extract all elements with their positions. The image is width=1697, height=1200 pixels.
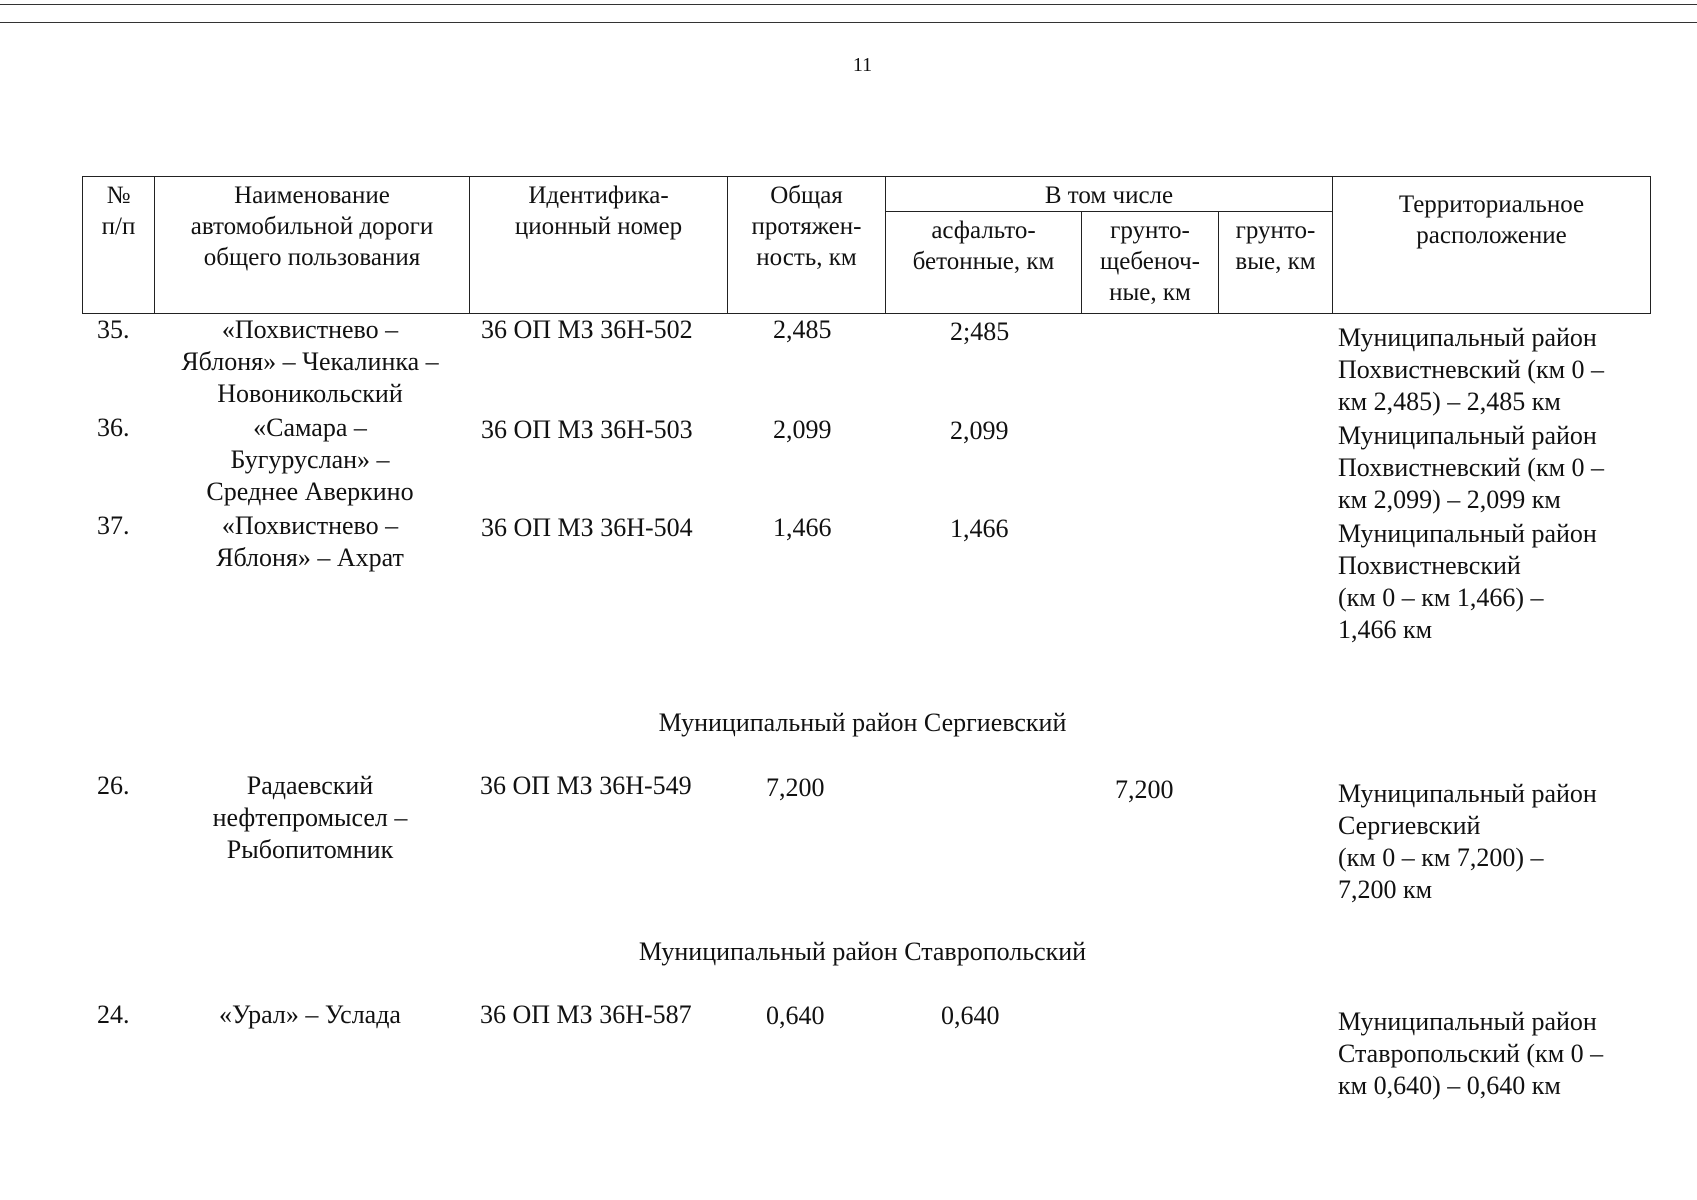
row-road-name: «Самара – Бугуруслан» – Среднее Аверкино — [206, 413, 414, 506]
row-territory: Муниципальный район Ставропольский (км 0 – км 0,640) – 0,640 км — [1338, 1007, 1604, 1100]
row-road-name: Радаевский нефтепромысел – Рыбопитомник — [212, 771, 408, 864]
header-territory: Территориальное расположение — [1333, 177, 1651, 314]
row-total: 0,640 — [766, 1001, 825, 1030]
row-territory: Муниципальный район Похвистневский (км 0 – км 1,466) – 1,466 км — [1338, 519, 1597, 644]
row-territory: Муниципальный район Похвистневский (км 0 – км 2,099) – 2,099 км — [1338, 421, 1605, 514]
top-rule — [0, 4, 1697, 5]
row-num: 24. — [97, 1000, 130, 1029]
header-asphalt: асфальто- бетонные, км — [886, 212, 1082, 314]
row-total: 2,485 — [773, 315, 832, 344]
row-num: 26. — [97, 771, 130, 800]
header-gravel: грунто- щебеноч- ные, км — [1082, 212, 1219, 314]
row-ident: 36 ОП МЗ 36Н-503 — [481, 415, 693, 444]
row-ident: 36 ОП МЗ 36Н-549 — [480, 771, 692, 800]
header-ident-number: Идентифика- ционный номер — [470, 177, 728, 314]
header-total-length: Общая протяжен- ность, км — [728, 177, 886, 314]
row-total: 2,099 — [773, 415, 832, 444]
row-asphalt: 2,099 — [950, 416, 1009, 445]
header-road-name: Наименование автомобильной дороги общего пользования — [155, 177, 470, 314]
row-asphalt: 0,640 — [941, 1001, 1000, 1030]
row-gravel: 7,200 — [1115, 775, 1174, 804]
row-road-name: «Урал» – Услада — [219, 1000, 401, 1029]
section-heading-stavropolsky: Муниципальный район Ставропольский — [638, 937, 1087, 966]
row-num: 37. — [97, 511, 130, 540]
row-asphalt: 2;485 — [950, 317, 1010, 346]
row-road-name: «Похвистнево – Яблоня» – Ахрат — [216, 511, 404, 572]
section-heading-sergievsky: Муниципальный район Сергиевский — [658, 708, 1067, 737]
row-ident: 36 ОП МЗ 36Н-502 — [481, 315, 693, 344]
table-header — [82, 176, 1651, 314]
row-territory: Муниципальный район Сергиевский (км 0 – км 7,200) – 7,200 км — [1338, 779, 1597, 904]
page-number: 11 — [852, 54, 873, 76]
row-road-name: «Похвистнево – Яблоня» – Чекалинка – Новоникольский — [181, 315, 439, 408]
header-ground: грунто- вые, км — [1219, 212, 1333, 314]
row-ident: 36 ОП МЗ 36Н-587 — [480, 1000, 692, 1029]
row-asphalt: 1,466 — [950, 514, 1009, 543]
top-rule-secondary — [0, 22, 1697, 23]
row-ident: 36 ОП МЗ 36Н-504 — [481, 513, 693, 542]
row-total: 7,200 — [766, 773, 825, 802]
row-num: 36. — [97, 413, 130, 442]
header-including: В том числе — [886, 177, 1333, 212]
header-num: № п/п — [83, 177, 155, 314]
row-total: 1,466 — [773, 513, 832, 542]
row-territory: Муниципальный район Похвистневский (км 0 – км 2,485) – 2,485 км — [1338, 323, 1605, 416]
row-num: 35. — [97, 315, 130, 344]
